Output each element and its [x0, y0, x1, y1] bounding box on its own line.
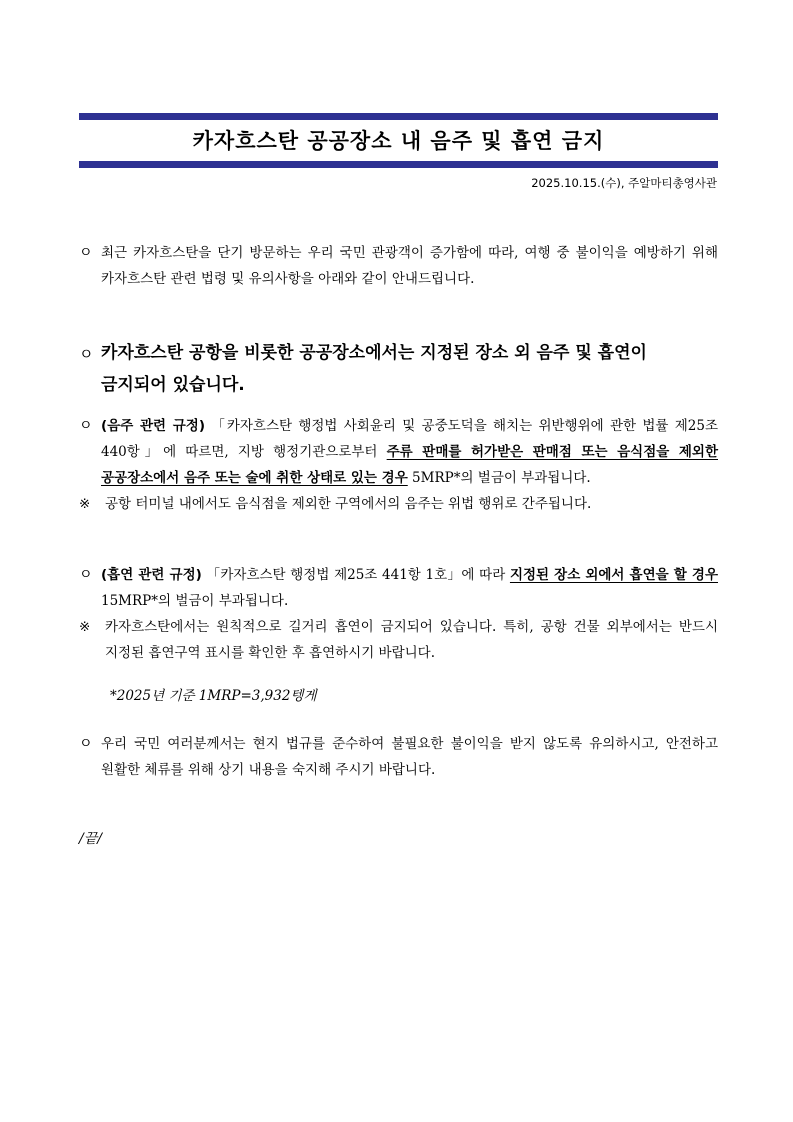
smoking-note-text: 카자흐스탄에서는 원칙적으로 길거리 흡연이 금지되어 있습니다. 특히, 공항 건물 외부에서는 반드시 지정된 흡연구역 표시를 확인한 후 흡연하시기 바랍니다. [105, 619, 718, 661]
drinking-note-text: 공항 터미널 내에서도 음식점을 제외한 구역에서의 음주는 위법 행위로 간주됩니다. [105, 496, 592, 512]
page-title: 카자흐스탄 공공장소 내 음주 및 흡연 금지 [192, 129, 605, 153]
title-top-rule [79, 113, 718, 120]
note-mark-icon: ※ [79, 619, 91, 635]
end-mark: /끝/ [79, 831, 102, 847]
bullet-icon: ㅇ [79, 245, 93, 261]
drinking-paragraph [79, 413, 718, 491]
closing-text: 우리 국민 여러분께서는 현지 법규를 준수하여 불필요한 불이익을 받지 않도록 유의하시고, 안전하고 원활한 체류를 위해 상기 내용을 숙지해 주시기 바랍니다. [101, 736, 718, 778]
smoking-section [79, 562, 718, 666]
smoking-text-1: 「카자흐스탄 행정법 제25조 441항 1호」에 따라 [206, 567, 510, 583]
mrp-footnote: *2025년 기준 1MRP=3,932텡게 [110, 688, 317, 704]
drinking-text-1: 「카자흐스탄 행정법 사회윤리 및 공중도덕을 해치는 위반행위에 관한 법률 제25조 440항」에 따르면, 지방 행정기관으로부터 [101, 418, 718, 460]
headline-paragraph [79, 337, 718, 401]
closing-section [79, 731, 718, 783]
drinking-section [79, 413, 718, 517]
smoking-note [79, 614, 718, 666]
bullet-icon: ㅇ [79, 418, 93, 434]
bullet-icon: ㅇ [79, 345, 94, 363]
title-bottom-rule [79, 161, 718, 168]
smoking-text-2: 15MRP*의 벌금이 부과됩니다. [101, 593, 289, 609]
intro-section [79, 240, 718, 292]
bullet-icon: ㅇ [79, 567, 93, 583]
headline-text: 카자흐스탄 공항을 비롯한 공공장소에서는 지정된 장소 외 음주 및 흡연이 금지되어 있습니다. [101, 343, 647, 395]
headline-section [79, 337, 718, 401]
intro-text: 최근 카자흐스탄을 단기 방문하는 우리 국민 관광객이 증가함에 따라, 여행 중 불이익을 예방하기 위해 카자흐스탄 관련 법령 및 유의사항을 아래와 같이 안내드립니다. [101, 245, 718, 287]
note-mark-icon: ※ [79, 496, 91, 512]
drinking-underlined: 주류 판매를 허가받은 판매점 또는 음식점을 제외한 공공장소에서 음주 또는 술에 취한 상태로 있는 경우 [101, 444, 718, 486]
drinking-note [79, 491, 718, 517]
dateline: 2025.10.15.(수), 주알마티총영사관 [531, 176, 717, 190]
drinking-label: (음주 관련 규정) [101, 418, 205, 434]
smoking-paragraph [79, 562, 718, 614]
smoking-label: (흡연 관련 규정) [101, 567, 202, 583]
drinking-text-2: 5MRP*의 벌금이 부과됩니다. [407, 470, 591, 486]
bullet-icon: ㅇ [79, 736, 93, 752]
smoking-underlined: 지정된 장소 외에서 흡연을 할 경우 [509, 567, 718, 583]
intro-paragraph [79, 240, 718, 292]
closing-paragraph [79, 731, 718, 783]
